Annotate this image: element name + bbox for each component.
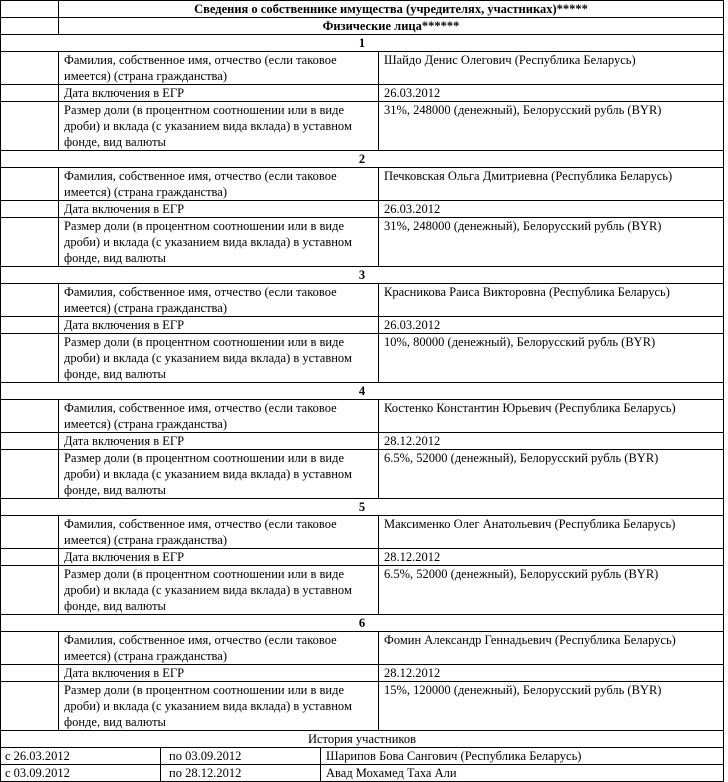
person-name-value: Печковская Ольга Дмитриевна (Республика Беларусь)	[378, 168, 724, 200]
row-gutter	[0, 317, 58, 333]
row-gutter	[0, 102, 58, 150]
person-share-label: Размер доли (в процентном соотношении или в виде дроби) и вклада (с указанием вида вклада) в уставном фонде, вид валюты	[58, 450, 378, 498]
person-share-row	[0, 450, 724, 499]
person-name-row	[0, 52, 724, 85]
history-name: Авад Мохамед Таха Али	[320, 765, 724, 781]
person-share-row	[0, 218, 724, 267]
history-title: История участников	[0, 731, 724, 747]
person-name-label: Фамилия, собственное имя, отчество (если таковое имеется) (страна гражданства)	[58, 52, 378, 84]
row-gutter	[0, 85, 58, 101]
persons-list	[0, 35, 724, 731]
person-share-label: Размер доли (в процентном соотношении или в виде дроби) и вклада (с указанием вида вклада) в уставном фонде, вид валюты	[58, 218, 378, 266]
person-share-value: 6.5%, 52000 (денежный), Белорусский рубль (BYR)	[378, 450, 724, 498]
history-name: Шарипов Бова Сангович (Республика Беларусь)	[320, 748, 724, 764]
person-share-label: Размер доли (в процентном соотношении или в виде дроби) и вклада (с указанием вида вклада) в уставном фонде, вид валюты	[58, 682, 378, 730]
person-date-row	[0, 549, 724, 566]
person-share-row	[0, 102, 724, 151]
person-name-label: Фамилия, собственное имя, отчество (если таковое имеется) (страна гражданства)	[58, 284, 378, 316]
row-gutter	[0, 168, 58, 200]
section-subtitle-row	[0, 18, 724, 35]
person-number: 5	[0, 499, 724, 515]
person-date-row	[0, 433, 724, 450]
row-gutter	[0, 516, 58, 548]
person-date-label: Дата включения в ЕГР	[58, 665, 378, 681]
person-date-value: 28.12.2012	[378, 433, 724, 449]
person-share-row	[0, 566, 724, 615]
subtitle-gutter	[0, 18, 58, 34]
person-date-row	[0, 665, 724, 682]
section-title: Сведения о собственнике имущества (учредителях, участниках)*****	[58, 1, 724, 17]
section-subtitle: Физические лица******	[58, 18, 724, 34]
person-share-label: Размер доли (в процентном соотношении или в виде дроби) и вклада (с указанием вида вклада) в уставном фонде, вид валюты	[58, 102, 378, 150]
header-gutter	[0, 1, 58, 17]
row-gutter	[0, 433, 58, 449]
person-date-row	[0, 201, 724, 218]
person-share-row	[0, 682, 724, 731]
person-name-row	[0, 284, 724, 317]
person-name-row	[0, 516, 724, 549]
history-to: по 03.09.2012	[160, 748, 320, 764]
person-name-value: Костенко Константин Юрьевич (Республика Беларусь)	[378, 400, 724, 432]
person-name-row	[0, 400, 724, 433]
person-date-label: Дата включения в ЕГР	[58, 201, 378, 217]
person-share-value: 15%, 120000 (денежный), Белорусский рубль (BYR)	[378, 682, 724, 730]
person-number: 2	[0, 151, 724, 167]
person-number-row	[0, 151, 724, 168]
person-number: 4	[0, 383, 724, 399]
row-gutter	[0, 450, 58, 498]
row-gutter	[0, 52, 58, 84]
person-name-value: Фомин Александр Геннадьевич (Республика Беларусь)	[378, 632, 724, 664]
person-number-row	[0, 615, 724, 632]
section-header-row	[0, 0, 724, 18]
person-date-label: Дата включения в ЕГР	[58, 433, 378, 449]
person-name-row	[0, 168, 724, 201]
person-date-value: 26.03.2012	[378, 317, 724, 333]
row-gutter	[0, 566, 58, 614]
row-gutter	[0, 632, 58, 664]
person-date-label: Дата включения в ЕГР	[58, 85, 378, 101]
person-share-value: 31%, 248000 (денежный), Белорусский рубль (BYR)	[378, 218, 724, 266]
history-from: с 26.03.2012	[0, 748, 160, 764]
person-name-label: Фамилия, собственное имя, отчество (если таковое имеется) (страна гражданства)	[58, 632, 378, 664]
person-number-row	[0, 383, 724, 400]
person-share-value: 10%, 80000 (денежный), Белорусский рубль (BYR)	[378, 334, 724, 382]
row-gutter	[0, 682, 58, 730]
history-to: по 28.12.2012	[160, 765, 320, 781]
person-name-label: Фамилия, собственное имя, отчество (если таковое имеется) (страна гражданства)	[58, 400, 378, 432]
person-date-label: Дата включения в ЕГР	[58, 549, 378, 565]
person-date-value: 28.12.2012	[378, 665, 724, 681]
person-number-row	[0, 35, 724, 52]
person-name-value: Максименко Олег Анатольевич (Республика Беларусь)	[378, 516, 724, 548]
row-gutter	[0, 218, 58, 266]
row-gutter	[0, 665, 58, 681]
person-number-row	[0, 267, 724, 284]
row-gutter	[0, 284, 58, 316]
row-gutter	[0, 334, 58, 382]
person-share-label: Размер доли (в процентном соотношении или в виде дроби) и вклада (с указанием вида вклада) в уставном фонде, вид валюты	[58, 566, 378, 614]
person-date-label: Дата включения в ЕГР	[58, 317, 378, 333]
person-share-label: Размер доли (в процентном соотношении или в виде дроби) и вклада (с указанием вида вклада) в уставном фонде, вид валюты	[58, 334, 378, 382]
person-share-row	[0, 334, 724, 383]
person-name-label: Фамилия, собственное имя, отчество (если таковое имеется) (страна гражданства)	[58, 516, 378, 548]
row-gutter	[0, 400, 58, 432]
history-from: с 03.09.2012	[0, 765, 160, 781]
person-name-row	[0, 632, 724, 665]
row-gutter	[0, 201, 58, 217]
history-row	[0, 748, 724, 765]
person-share-value: 6.5%, 52000 (денежный), Белорусский рубль (BYR)	[378, 566, 724, 614]
history-list	[0, 748, 724, 782]
person-name-value: Красникова Раиса Викторовна (Республика Беларусь)	[378, 284, 724, 316]
row-gutter	[0, 549, 58, 565]
person-share-value: 31%, 248000 (денежный), Белорусский рубль (BYR)	[378, 102, 724, 150]
history-row	[0, 765, 724, 782]
person-date-row	[0, 317, 724, 334]
person-name-label: Фамилия, собственное имя, отчество (если таковое имеется) (страна гражданства)	[58, 168, 378, 200]
person-date-value: 26.03.2012	[378, 201, 724, 217]
person-number: 6	[0, 615, 724, 631]
person-number-row	[0, 499, 724, 516]
person-number: 3	[0, 267, 724, 283]
person-date-value: 26.03.2012	[378, 85, 724, 101]
person-date-value: 28.12.2012	[378, 549, 724, 565]
person-date-row	[0, 85, 724, 102]
person-name-value: Шайдо Денис Олегович (Республика Беларусь)	[378, 52, 724, 84]
person-number: 1	[0, 35, 724, 51]
